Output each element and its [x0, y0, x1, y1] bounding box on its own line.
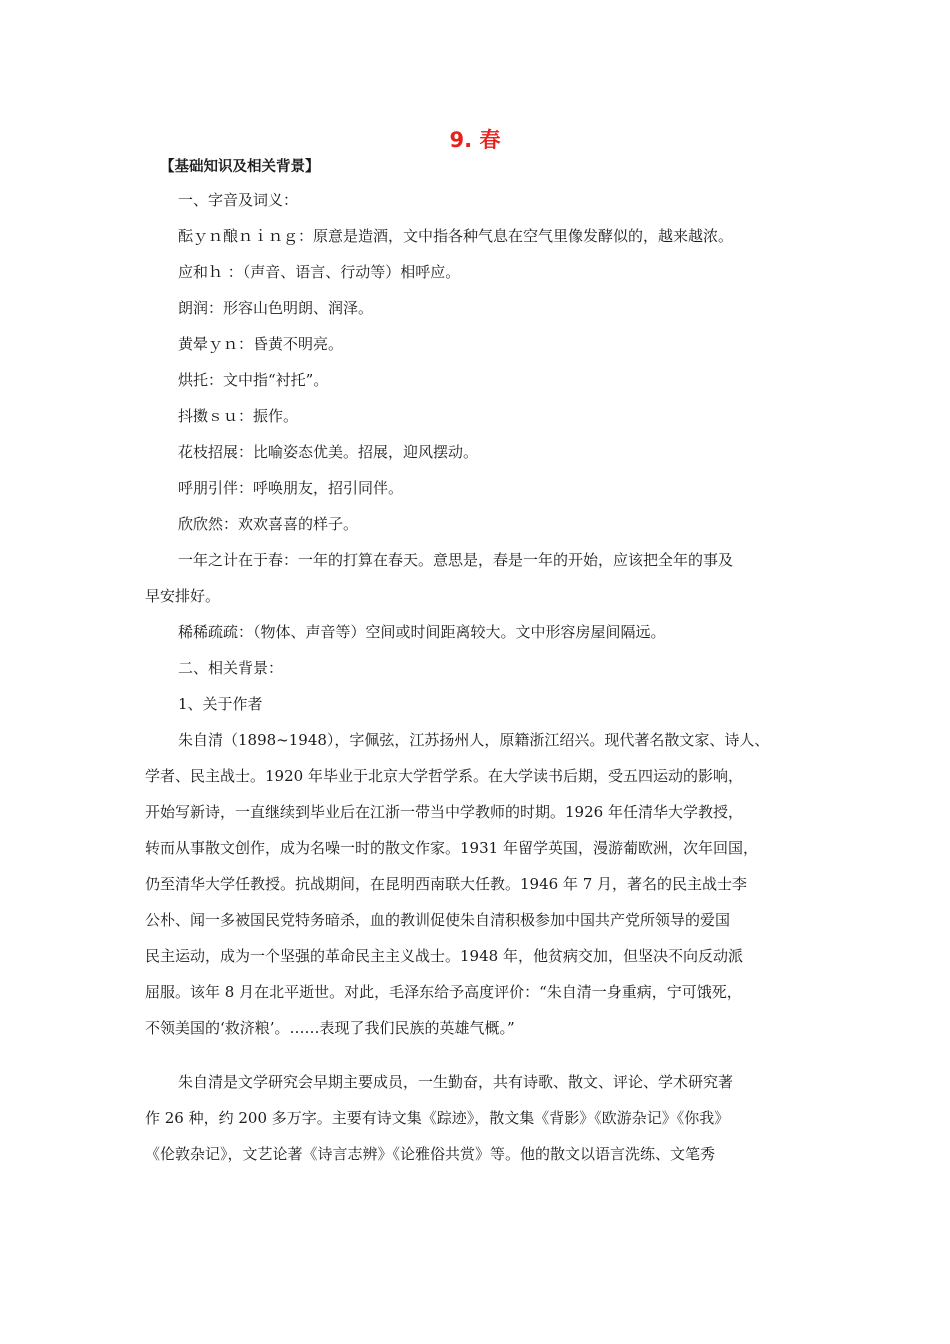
author-heading: 1、关于作者: [178, 695, 263, 713]
part2-heading: 二、相关背景：: [178, 659, 284, 677]
document-body: [145, 182, 810, 1172]
vocab-item: 应和ｈ ：（声音、语言、行动等）相呼应。: [178, 263, 461, 281]
works-line: 作 26 种，约 200 多万字。主要有诗文集《踪迹》，散文集《背影》《欧游杂记》《你我》: [145, 1109, 730, 1127]
bio-line: 屈服。该年 8 月在北平逝世。对此，毛泽东给予高度评价：“朱自清一身重病，宁可饿死，: [145, 983, 742, 1001]
idiom-line: 一年之计在于春：一年的打算在春天。意思是，春是一年的开始，应该把全年的事及: [178, 551, 734, 569]
vocab-item: 花枝招展：比喻姿态优美。招展，迎风摆动。: [178, 443, 479, 461]
bio-line: 不领美国的‘救济粮’。……表现了我们民族的英雄气概。”: [145, 1019, 515, 1037]
vocab-item: 抖擞ｓｕ：振作。: [178, 407, 299, 425]
bio-line: 民主运动，成为一个坚强的革命民主主义战士。1948 年，他贫病交加，但坚决不向反动派: [145, 947, 743, 965]
bio-line: 公朴、闻一多被国民党特务暗杀，血的教训促使朱自清积极参加中国共产党所领导的爱国: [145, 911, 731, 929]
vocab-item: 黄晕ｙｎ：昏黄不明亮。: [178, 335, 344, 353]
works-line: 朱自清是文学研究会早期主要成员，一生勤奋，共有诗歌、散文、评论、学术研究著: [178, 1073, 734, 1091]
bio-line: 转而从事散文创作，成为名噪一时的散文作家。1931 年留学英国，漫游葡欧洲，次年回国，: [145, 839, 758, 857]
vocab-item: 朗润：形容山色明朗、润泽。: [178, 299, 374, 317]
part1-heading: 一、字音及词义：: [178, 191, 299, 209]
bio-line: 朱自清（1898~1948），字佩弦，江苏扬州人，原籍浙江绍兴。现代著名散文家、诗人、: [178, 731, 770, 749]
vocab-item: 烘托：文中指“衬托”。: [178, 371, 329, 389]
bio-line: 学者、民主战士。1920 年毕业于北京大学哲学系。在大学读书后期，受五四运动的影响，: [145, 767, 743, 785]
page-title: 9. 春: [449, 128, 501, 152]
vocab-item: 欣欣然：欢欢喜喜的样子。: [178, 515, 359, 533]
section-heading: 【基础知识及相关背景】: [160, 159, 320, 175]
works-line: 《伦敦杂记》，文艺论著《诗言志辨》《论雅俗共赏》等。他的散文以语言洗练、文笔秀: [145, 1145, 716, 1163]
bio-line: 仍至清华大学任教授。抗战期间，在昆明西南联大任教。1946 年 7 月，著名的民主战士李: [145, 875, 748, 893]
paragraph-gap: [145, 1046, 810, 1064]
bio-line: 开始写新诗，一直继续到毕业后在江浙一带当中学教师的时期。1926 年任清华大学教授，: [145, 803, 743, 821]
vocab-item: 酝ｙｎ酿ｎｉｎｇ：原意是造酒，文中指各种气息在空气里像发酵似的，越来越浓。: [178, 227, 734, 245]
vocab-item: 呼朋引伴：呼唤朋友，招引同伴。: [178, 479, 404, 497]
vocab-item: 稀稀疏疏：（物体、声音等）空间或时间距离较大。文中形容房屋间隔远。: [178, 623, 666, 641]
idiom-line: 早安排好。: [145, 587, 221, 605]
